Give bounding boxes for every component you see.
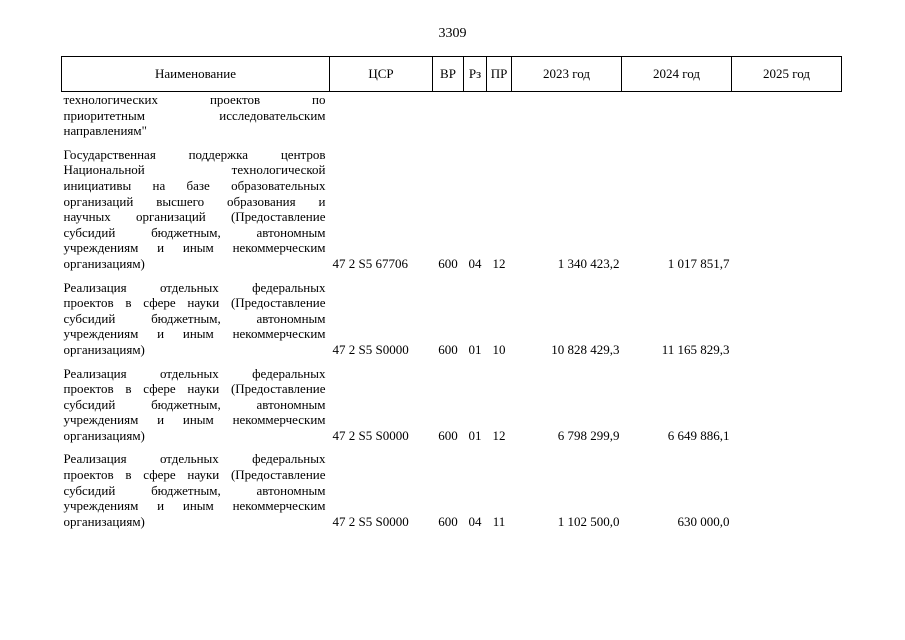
cell-pr: 11: [492, 513, 506, 529]
cell-pr: 12: [492, 427, 506, 443]
cell-rz: 01: [468, 427, 482, 443]
name-line: Реализация отдельных федеральных: [63, 279, 326, 295]
header-csr: ЦСР: [330, 57, 433, 92]
name-line: проектов в сфере науки (Предоставление: [63, 295, 326, 311]
header-2024: 2024 год: [622, 57, 732, 92]
table-row: [62, 366, 842, 452]
cell-2023: 6 798 299,9: [557, 427, 620, 443]
cell-rz: 01: [468, 341, 482, 357]
cell-vr: [433, 92, 464, 147]
cell-name: [62, 92, 330, 147]
name-line: Национальной технологической: [63, 162, 326, 178]
name-line: приоритетным исследовательским: [63, 107, 326, 123]
cell-2023: 1 340 423,2: [557, 255, 620, 271]
name-line: организациям): [63, 255, 145, 271]
name-line: организациям): [63, 513, 145, 529]
name-line: технологических проектов по: [63, 92, 326, 107]
cell-pr: 12: [492, 255, 506, 271]
name-line: субсидий бюджетным, автономным: [63, 310, 326, 326]
name-line: учреждениям и иным некоммерческим: [63, 498, 326, 514]
table-row: [62, 451, 842, 537]
name-line: инициативы на базе образовательных: [63, 177, 326, 193]
cell-2025: [732, 280, 842, 366]
cell-csr: [330, 92, 433, 147]
cell-rz: 04: [468, 255, 482, 271]
cell-csr: 47 2 S5 S0000: [332, 513, 409, 529]
name-line: учреждениям и иным некоммерческим: [63, 412, 326, 428]
cell-pr: 10: [492, 341, 506, 357]
cell-name: [62, 451, 330, 537]
cell-2024: 630 000,0: [677, 513, 730, 529]
name-line: проектов в сфере науки (Предоставление: [63, 467, 326, 483]
cell-pr: [487, 92, 512, 147]
budget-table-container: [61, 56, 841, 537]
table-row: [62, 280, 842, 366]
cell-vr: 600: [438, 255, 458, 271]
name-line: проектов в сфере науки (Предоставление: [63, 381, 326, 397]
cell-name: [62, 280, 330, 366]
name-line: учреждениям и иным некоммерческим: [63, 240, 326, 256]
page-number: 3309: [438, 26, 467, 41]
name-line: Реализация отдельных федеральных: [63, 365, 326, 381]
header-pr: ПР: [487, 57, 512, 92]
cell-vr: 600: [438, 513, 458, 529]
table-row: [62, 92, 842, 147]
cell-2024: 11 165 829,3: [661, 341, 730, 357]
name-line: научных организаций (Предоставление: [63, 209, 326, 225]
cell-csr: 47 2 S5 S0000: [332, 427, 409, 443]
cell-2023: 1 102 500,0: [557, 513, 620, 529]
header-2025: 2025 год: [732, 57, 842, 92]
cell-csr: 47 2 S5 S0000: [332, 341, 409, 357]
cell-2025: [732, 92, 842, 147]
header-name: Наименование: [62, 57, 330, 92]
cell-vr: 600: [438, 341, 458, 357]
header-2023: 2023 год: [512, 57, 622, 92]
cell-vr: 600: [438, 427, 458, 443]
name-line: организациям): [63, 341, 145, 357]
name-line: субсидий бюджетным, автономным: [63, 482, 326, 498]
name-line: организациям): [63, 427, 145, 443]
table-body: [62, 92, 842, 538]
cell-csr: 47 2 S5 67706: [332, 255, 408, 271]
cell-2024: 6 649 886,1: [667, 427, 730, 443]
name-line: учреждениям и иным некоммерческим: [63, 326, 326, 342]
name-line: субсидий бюджетным, автономным: [63, 224, 326, 240]
cell-2025: [732, 366, 842, 452]
name-line: направлениям": [63, 123, 147, 139]
cell-rz: 04: [468, 513, 482, 529]
cell-2023: [512, 92, 622, 147]
name-line: Государственная поддержка центров: [63, 146, 326, 162]
name-line: организаций высшего образования и: [63, 193, 326, 209]
name-line: Реализация отдельных федеральных: [63, 451, 326, 467]
header-vr: ВР: [433, 57, 464, 92]
cell-name: [62, 147, 330, 280]
cell-name: [62, 366, 330, 452]
cell-2023: 10 828 429,3: [551, 341, 620, 357]
cell-2025: [732, 451, 842, 537]
name-line: субсидий бюджетным, автономным: [63, 396, 326, 412]
cell-2024: 1 017 851,7: [667, 255, 730, 271]
header-rz: Рз: [464, 57, 487, 92]
cell-2025: [732, 147, 842, 280]
budget-table: [61, 56, 842, 537]
cell-2024: [622, 92, 732, 147]
cell-rz: [464, 92, 487, 147]
table-header-row: [62, 57, 842, 92]
table-row: [62, 147, 842, 280]
